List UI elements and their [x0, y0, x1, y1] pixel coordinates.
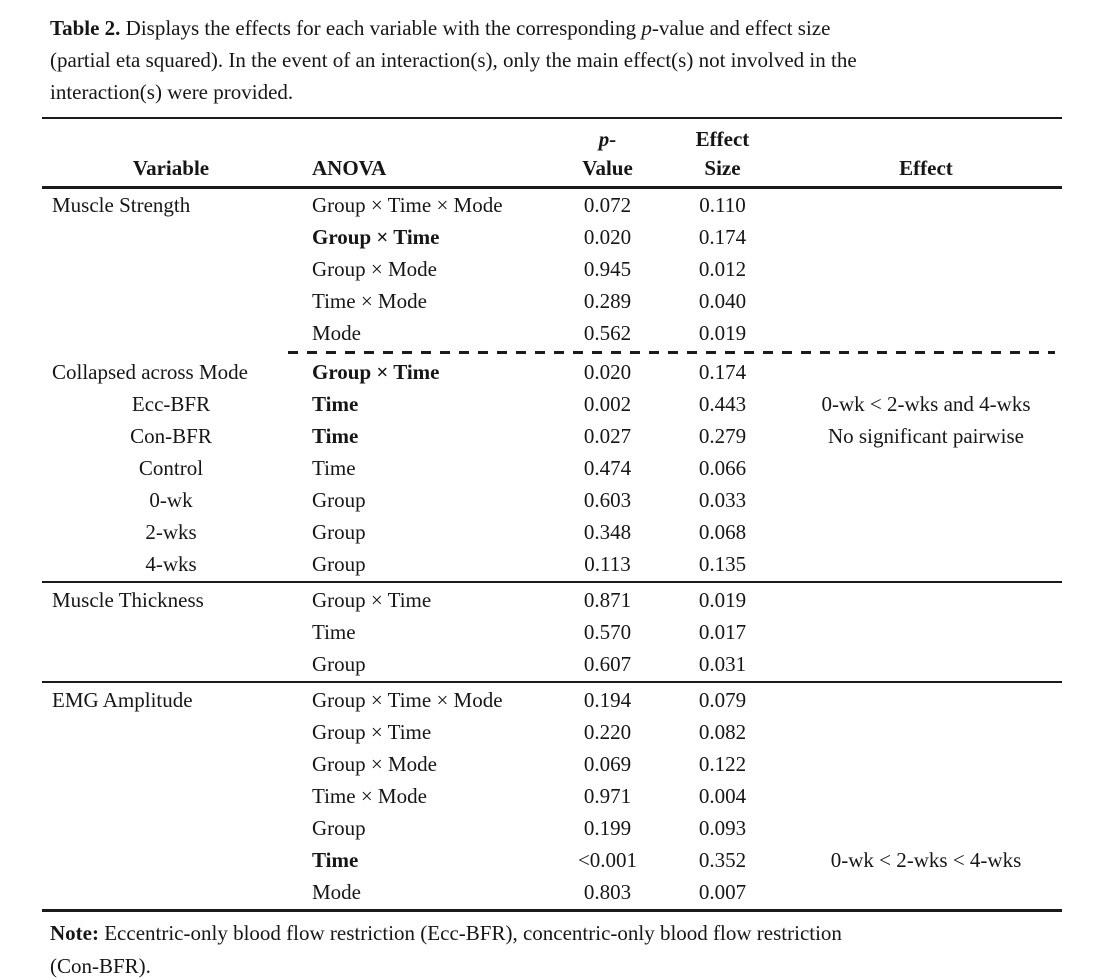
table-row [42, 189, 1062, 221]
cell-p-value: 0.971 [583, 783, 632, 808]
cell-variable: Ecc-BFR [131, 391, 211, 416]
cell-effect-size: 0.033 [698, 487, 747, 512]
table-row [42, 548, 1062, 580]
cell-p-value: 0.474 [583, 455, 632, 480]
cell-effect-size: 0.066 [698, 455, 747, 480]
cell-effect-size: 0.443 [698, 391, 747, 416]
table-row [42, 616, 1062, 648]
table-row [42, 221, 1062, 253]
cell-anova: Mode [312, 879, 361, 904]
cell-anova: Group × Time × Mode [312, 192, 503, 217]
cell-anova: Group × Time [312, 224, 440, 249]
cell-p-value: 0.020 [583, 224, 632, 249]
caption-line-2: (partial eta squared). In the event of an interaction(s), only the main effect(s) not involved in the [50, 48, 857, 72]
table-row [42, 844, 1062, 876]
cell-p-value: 0.002 [583, 391, 632, 416]
cell-variable: 4-wks [145, 551, 197, 576]
cell-effect-size: 0.017 [698, 619, 747, 644]
table-row [42, 812, 1062, 844]
cell-variable: Con-BFR [130, 423, 212, 448]
cell-variable: Collapsed across Mode [52, 359, 248, 384]
note-line-1: Note: Eccentric-only blood flow restriction (Ecc-BFR), concentric-only blood flow restriction [50, 921, 842, 945]
table-row [42, 876, 1062, 908]
table-caption [50, 12, 1065, 108]
cell-effect-size: 0.135 [698, 551, 747, 576]
cell-anova: Group [312, 519, 366, 544]
table-row [42, 584, 1062, 616]
table-row [42, 285, 1062, 317]
header-variable: Variable [132, 156, 210, 180]
cell-p-value: 0.027 [583, 423, 632, 448]
caption-line-3: interaction(s) were provided. [50, 80, 294, 104]
cell-anova: Time × Mode [312, 783, 427, 808]
cell-p-value: 0.020 [583, 359, 632, 384]
cell-effect-size: 0.031 [698, 651, 747, 676]
cell-effect-size: 0.012 [698, 256, 747, 281]
cell-p-value: 0.072 [583, 192, 632, 217]
cell-p-value: <0.001 [577, 847, 638, 872]
cell-effect-size: 0.019 [698, 587, 747, 612]
header-effect-size: Effect Size [695, 127, 750, 180]
cell-p-value: 0.562 [583, 320, 632, 345]
cell-effect-size: 0.174 [698, 359, 747, 384]
table-row [42, 648, 1062, 680]
cell-effect-size: 0.007 [698, 879, 747, 904]
table-header-row [42, 117, 1062, 189]
cell-effect-size: 0.019 [698, 320, 747, 345]
cell-variable: Muscle Thickness [52, 587, 204, 612]
table-bottom-rule [42, 909, 1062, 912]
table-row [42, 420, 1062, 452]
cell-p-value: 0.607 [583, 651, 632, 676]
cell-effect-size: 0.068 [698, 519, 747, 544]
cell-effect-size: 0.110 [699, 192, 746, 217]
cell-effect-size: 0.279 [698, 423, 747, 448]
cell-anova: Time [312, 455, 356, 480]
dashed-divider [288, 351, 1055, 354]
cell-anova: Mode [312, 320, 361, 345]
cell-p-value: 0.603 [583, 487, 632, 512]
cell-effect: No significant pairwise [828, 423, 1024, 448]
cell-anova: Time [312, 423, 359, 448]
cell-effect-size: 0.174 [698, 224, 747, 249]
cell-p-value: 0.220 [583, 719, 632, 744]
cell-effect-size: 0.093 [698, 815, 747, 840]
section-rule [42, 681, 1062, 683]
cell-anova: Group [312, 651, 366, 676]
table-note [50, 917, 1065, 979]
cell-p-value: 0.113 [584, 551, 631, 576]
cell-variable: EMG Amplitude [52, 687, 193, 712]
table-row [42, 317, 1062, 349]
cell-anova: Time [312, 391, 359, 416]
cell-p-value: 0.348 [583, 519, 632, 544]
cell-effect-size: 0.004 [698, 783, 747, 808]
cell-effect-size: 0.079 [698, 687, 747, 712]
table-row [42, 748, 1062, 780]
cell-anova: Group × Time [312, 359, 440, 384]
cell-anova: Time × Mode [312, 288, 427, 313]
cell-anova: Group × Mode [312, 256, 437, 281]
cell-variable: Muscle Strength [52, 192, 191, 217]
cell-anova: Group × Time × Mode [312, 687, 503, 712]
table-row [42, 516, 1062, 548]
caption-line-1: Table 2. Displays the effects for each variable with the corresponding p-value and effect size [50, 16, 831, 40]
table-row [42, 452, 1062, 484]
cell-anova: Time [312, 619, 356, 644]
table-row [42, 484, 1062, 516]
note-line-2: (Con-BFR). [50, 954, 151, 978]
cell-anova: Group × Time [312, 719, 432, 744]
note-label: Note: [50, 921, 99, 945]
caption-label: Table 2. [50, 16, 121, 40]
cell-p-value: 0.570 [583, 619, 632, 644]
cell-p-value: 0.945 [583, 256, 632, 281]
cell-effect: 0-wk < 2-wks < 4-wks [830, 847, 1022, 872]
table-row [42, 388, 1062, 420]
table-row [42, 716, 1062, 748]
cell-effect-size: 0.122 [698, 751, 747, 776]
cell-effect: 0-wk < 2-wks and 4-wks [821, 391, 1031, 416]
header-p-value: p- Value [582, 127, 633, 180]
section-rule [42, 581, 1062, 583]
cell-anova: Group [312, 487, 366, 512]
cell-anova: Time [312, 847, 359, 872]
cell-p-value: 0.289 [583, 288, 632, 313]
cell-effect-size: 0.040 [698, 288, 747, 313]
header-anova: ANOVA [312, 156, 387, 180]
cell-p-value: 0.194 [583, 687, 632, 712]
table-row [42, 253, 1062, 285]
table-row [42, 356, 1062, 388]
cell-anova: Group [312, 815, 366, 840]
cell-anova: Group [312, 551, 366, 576]
header-effect: Effect [899, 156, 953, 180]
cell-variable: 2-wks [145, 519, 197, 544]
cell-effect-size: 0.082 [698, 719, 747, 744]
cell-variable: 0-wk [149, 487, 193, 512]
table-row [42, 684, 1062, 716]
cell-p-value: 0.199 [583, 815, 632, 840]
results-table [42, 117, 1062, 912]
cell-anova: Group × Time [312, 587, 432, 612]
cell-p-value: 0.069 [583, 751, 632, 776]
table-row [42, 780, 1062, 812]
cell-variable: Control [138, 455, 204, 480]
cell-p-value: 0.871 [583, 587, 632, 612]
cell-anova: Group × Mode [312, 751, 437, 776]
cell-p-value: 0.803 [583, 879, 632, 904]
cell-effect-size: 0.352 [698, 847, 747, 872]
